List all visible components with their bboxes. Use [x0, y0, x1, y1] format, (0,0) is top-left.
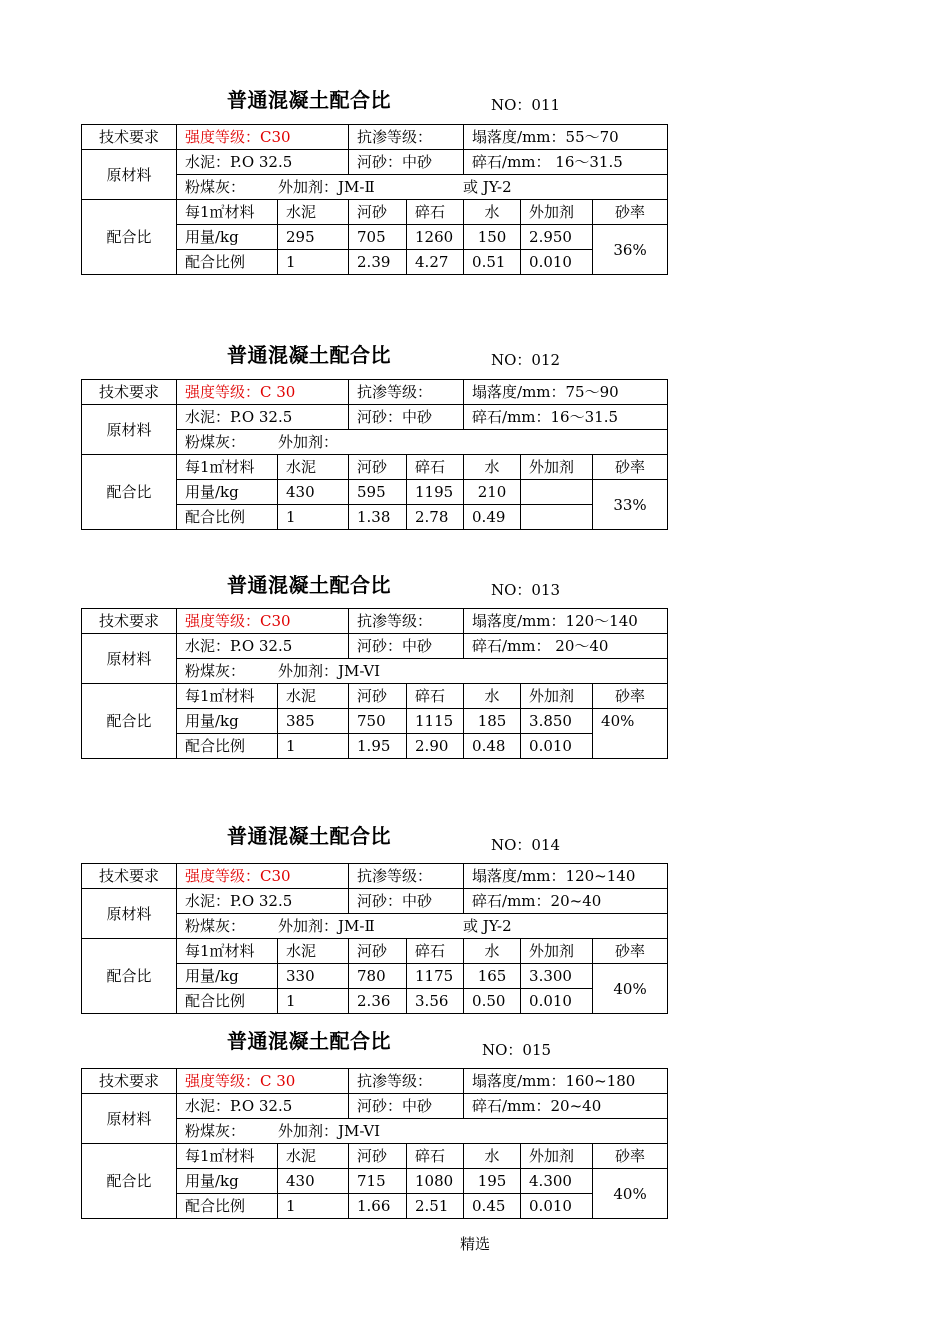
header-gravel: 碎石	[407, 455, 464, 480]
header-admixture: 外加剂	[521, 684, 593, 709]
header-gravel: 碎石	[407, 684, 464, 709]
usage-sand: 750	[349, 709, 407, 734]
usage-cement: 430	[278, 480, 349, 505]
usage-label: 用量/kg	[177, 480, 278, 505]
mix-ratio-label: 配合比	[82, 684, 177, 759]
ratio-water: 0.51	[464, 250, 521, 275]
sand-ratio-value: 33%	[593, 480, 668, 530]
header-water: 水	[464, 1144, 521, 1169]
sand: 河砂：中砂	[349, 405, 464, 430]
gravel: 碎石/mm：16～31.5	[464, 405, 668, 430]
usage-gravel: 1195	[407, 480, 464, 505]
gravel: 碎石/mm：20~40	[464, 889, 668, 914]
raw-materials-label: 原材料	[82, 889, 177, 939]
sand-ratio-value: 40%	[593, 964, 668, 1014]
header-sand: 河砂	[349, 200, 407, 225]
flyash: 粉煤灰：	[185, 433, 246, 451]
raw-materials-label: 原材料	[82, 1094, 177, 1144]
admixture: 外加剂：	[278, 433, 339, 451]
usage-gravel: 1175	[407, 964, 464, 989]
usage-gravel: 1260	[407, 225, 464, 250]
ratio-sand: 2.36	[349, 989, 407, 1014]
header-sand: 河砂	[349, 684, 407, 709]
sheet-title: 普通混凝土配合比	[227, 573, 391, 597]
header-sand: 河砂	[349, 1144, 407, 1169]
usage-gravel: 1080	[407, 1169, 464, 1194]
slump: 塌落度/mm：160~180	[464, 1069, 668, 1094]
ratio-cement: 1	[278, 1194, 349, 1219]
ratio-gravel: 2.78	[407, 505, 464, 530]
usage-water: 195	[464, 1169, 521, 1194]
raw-materials-label: 原材料	[82, 405, 177, 455]
usage-label: 用量/kg	[177, 709, 278, 734]
header-admixture: 外加剂	[521, 1144, 593, 1169]
header-gravel: 碎石	[407, 1144, 464, 1169]
per-m3-label: 每1㎡材料	[177, 455, 278, 480]
per-m3-label: 每1㎡材料	[177, 200, 278, 225]
sheet-title: 普通混凝土配合比	[227, 88, 391, 112]
page-footer: 精选	[459, 1235, 490, 1253]
admixture: 外加剂：JM-Ⅱ	[278, 178, 375, 196]
ratio-label: 配合比例	[177, 505, 278, 530]
header-cement: 水泥	[278, 684, 349, 709]
ratio-cement: 1	[278, 989, 349, 1014]
flyash: 粉煤灰：	[185, 178, 246, 196]
ratio-gravel: 3.56	[407, 989, 464, 1014]
impermeability-grade: 抗渗等级：	[349, 125, 464, 150]
cement: 水泥：P.O 32.5	[177, 405, 349, 430]
mix-table	[81, 1068, 668, 1219]
sheet-number: NO：011	[491, 96, 561, 114]
sand-ratio-blank	[593, 734, 668, 759]
admixture: 外加剂：JM-VI	[278, 662, 381, 680]
ratio-water: 0.48	[464, 734, 521, 759]
header-admixture: 外加剂	[521, 455, 593, 480]
header-water: 水	[464, 939, 521, 964]
usage-cement: 330	[278, 964, 349, 989]
ratio-gravel: 4.27	[407, 250, 464, 275]
ratio-label: 配合比例	[177, 1194, 278, 1219]
cement: 水泥：P.O 32.5	[177, 889, 349, 914]
ratio-gravel: 2.90	[407, 734, 464, 759]
flyash-admixture-row	[177, 659, 668, 684]
header-sand-ratio: 砂率	[593, 1144, 668, 1169]
ratio-sand: 1.66	[349, 1194, 407, 1219]
header-sand-ratio: 砂率	[593, 200, 668, 225]
strength-grade: 强度等级：C30	[177, 864, 349, 889]
flyash: 粉煤灰：	[185, 662, 246, 680]
ratio-gravel: 2.51	[407, 1194, 464, 1219]
header-cement: 水泥	[278, 455, 349, 480]
impermeability-grade: 抗渗等级：	[349, 380, 464, 405]
ratio-label: 配合比例	[177, 734, 278, 759]
usage-water: 150	[464, 225, 521, 250]
slump: 塌落度/mm：55～70	[464, 125, 668, 150]
usage-water: 185	[464, 709, 521, 734]
usage-admixture	[521, 480, 593, 505]
sand-ratio-value: 40%	[593, 1169, 668, 1219]
header-admixture: 外加剂	[521, 939, 593, 964]
sheet-title: 普通混凝土配合比	[227, 1029, 391, 1053]
impermeability-grade: 抗渗等级：	[349, 864, 464, 889]
sheet-number: NO：013	[491, 581, 561, 599]
tech-requirement-label: 技术要求	[82, 125, 177, 150]
mix-table	[81, 124, 668, 275]
slump: 塌落度/mm：120～140	[464, 609, 668, 634]
flyash-admixture-row	[177, 175, 668, 200]
usage-label: 用量/kg	[177, 1169, 278, 1194]
flyash-admixture-row	[177, 430, 668, 455]
strength-grade: 强度等级：C 30	[177, 1069, 349, 1094]
strength-grade: 强度等级：C30	[177, 609, 349, 634]
sand-ratio-value: 40%	[593, 709, 668, 734]
cement: 水泥：P.O 32.5	[177, 150, 349, 175]
usage-sand: 715	[349, 1169, 407, 1194]
mix-table	[81, 379, 668, 530]
tech-requirement-label: 技术要求	[82, 609, 177, 634]
flyash: 粉煤灰：	[185, 917, 246, 935]
slump: 塌落度/mm：120~140	[464, 864, 668, 889]
admixture-alt: 或 JY-2	[463, 917, 512, 935]
ratio-admixture: 0.010	[521, 1194, 593, 1219]
ratio-admixture	[521, 505, 593, 530]
usage-label: 用量/kg	[177, 964, 278, 989]
ratio-admixture: 0.010	[521, 989, 593, 1014]
ratio-sand: 2.39	[349, 250, 407, 275]
slump: 塌落度/mm：75～90	[464, 380, 668, 405]
usage-admixture: 4.300	[521, 1169, 593, 1194]
tech-requirement-label: 技术要求	[82, 1069, 177, 1094]
gravel: 碎石/mm：20~40	[464, 1094, 668, 1119]
flyash-admixture-row	[177, 1119, 668, 1144]
admixture: 外加剂：JM-VI	[278, 1122, 381, 1140]
header-water: 水	[464, 455, 521, 480]
impermeability-grade: 抗渗等级：	[349, 1069, 464, 1094]
sand-ratio-value: 36%	[593, 225, 668, 275]
usage-admixture: 3.300	[521, 964, 593, 989]
usage-cement: 385	[278, 709, 349, 734]
header-cement: 水泥	[278, 1144, 349, 1169]
flyash: 粉煤灰：	[185, 1122, 246, 1140]
sheet-number: NO：014	[491, 836, 561, 854]
usage-label: 用量/kg	[177, 225, 278, 250]
usage-cement: 295	[278, 225, 349, 250]
header-sand-ratio: 砂率	[593, 684, 668, 709]
gravel: 碎石/mm： 16～31.5	[464, 150, 668, 175]
header-gravel: 碎石	[407, 939, 464, 964]
sheet-number: NO：015	[482, 1041, 552, 1059]
ratio-cement: 1	[278, 250, 349, 275]
impermeability-grade: 抗渗等级：	[349, 609, 464, 634]
per-m3-label: 每1㎡材料	[177, 1144, 278, 1169]
header-sand: 河砂	[349, 455, 407, 480]
gravel: 碎石/mm： 20～40	[464, 634, 668, 659]
strength-grade: 强度等级：C30	[177, 125, 349, 150]
mix-ratio-label: 配合比	[82, 455, 177, 530]
flyash-admixture-row	[177, 914, 668, 939]
strength-grade: 强度等级：C 30	[177, 380, 349, 405]
usage-admixture: 2.950	[521, 225, 593, 250]
ratio-cement: 1	[278, 505, 349, 530]
ratio-water: 0.45	[464, 1194, 521, 1219]
header-cement: 水泥	[278, 939, 349, 964]
mix-ratio-label: 配合比	[82, 200, 177, 275]
sheet-number: NO：012	[491, 351, 561, 369]
ratio-label: 配合比例	[177, 250, 278, 275]
sand: 河砂：中砂	[349, 1094, 464, 1119]
cement: 水泥：P.O 32.5	[177, 634, 349, 659]
usage-sand: 595	[349, 480, 407, 505]
sheet-title: 普通混凝土配合比	[227, 343, 391, 367]
usage-admixture: 3.850	[521, 709, 593, 734]
ratio-label: 配合比例	[177, 989, 278, 1014]
header-cement: 水泥	[278, 200, 349, 225]
raw-materials-label: 原材料	[82, 634, 177, 684]
header-water: 水	[464, 200, 521, 225]
header-gravel: 碎石	[407, 200, 464, 225]
mix-table	[81, 608, 668, 759]
per-m3-label: 每1㎡材料	[177, 939, 278, 964]
sand: 河砂：中砂	[349, 150, 464, 175]
usage-sand: 780	[349, 964, 407, 989]
header-sand-ratio: 砂率	[593, 455, 668, 480]
ratio-cement: 1	[278, 734, 349, 759]
tech-requirement-label: 技术要求	[82, 864, 177, 889]
admixture-alt: 或 JY-2	[463, 178, 512, 196]
sand: 河砂：中砂	[349, 634, 464, 659]
header-sand-ratio: 砂率	[593, 939, 668, 964]
usage-sand: 705	[349, 225, 407, 250]
ratio-sand: 1.38	[349, 505, 407, 530]
header-sand: 河砂	[349, 939, 407, 964]
per-m3-label: 每1㎡材料	[177, 684, 278, 709]
ratio-admixture: 0.010	[521, 734, 593, 759]
sand: 河砂：中砂	[349, 889, 464, 914]
admixture: 外加剂：JM-Ⅱ	[278, 917, 375, 935]
header-admixture: 外加剂	[521, 200, 593, 225]
usage-cement: 430	[278, 1169, 349, 1194]
sheet-title: 普通混凝土配合比	[227, 824, 391, 848]
mix-ratio-label: 配合比	[82, 1144, 177, 1219]
usage-water: 165	[464, 964, 521, 989]
ratio-water: 0.49	[464, 505, 521, 530]
cement: 水泥：P.O 32.5	[177, 1094, 349, 1119]
header-water: 水	[464, 684, 521, 709]
raw-materials-label: 原材料	[82, 150, 177, 200]
usage-gravel: 1115	[407, 709, 464, 734]
ratio-admixture: 0.010	[521, 250, 593, 275]
usage-water: 210	[464, 480, 521, 505]
ratio-sand: 1.95	[349, 734, 407, 759]
mix-ratio-label: 配合比	[82, 939, 177, 1014]
tech-requirement-label: 技术要求	[82, 380, 177, 405]
mix-table	[81, 863, 668, 1014]
ratio-water: 0.50	[464, 989, 521, 1014]
